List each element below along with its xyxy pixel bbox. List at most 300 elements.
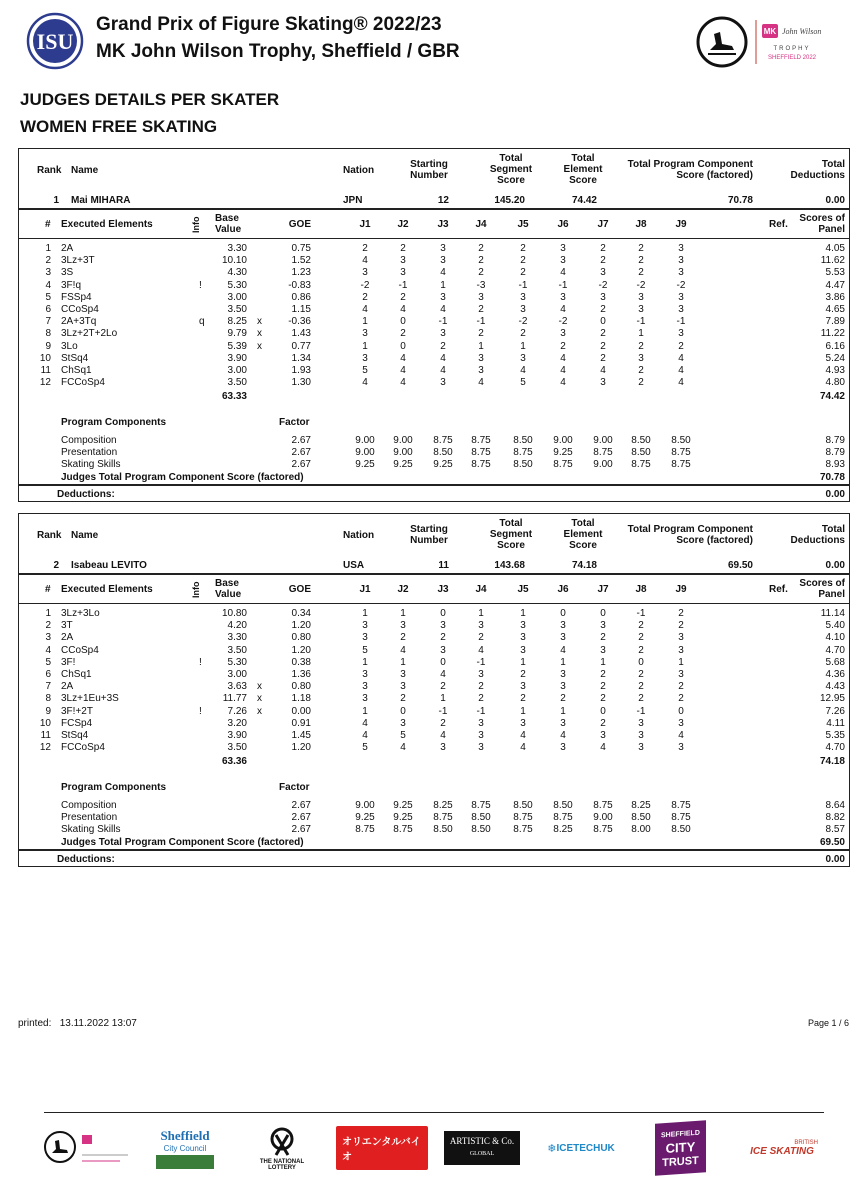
judge-score: 3 (638, 717, 644, 729)
judge-score: 2 (638, 669, 644, 680)
judge-score: 1 (362, 316, 368, 328)
judge-score: 2 (600, 717, 606, 729)
hash-header: # (45, 219, 51, 230)
sponsor-artistic-co: ARTISTIC & Co. GLOBAL (440, 1120, 524, 1176)
judge-score: 2 (478, 681, 484, 693)
judge-score: -1 (476, 705, 486, 717)
panel-score: 4.80 (825, 377, 845, 389)
element-number: 12 (39, 377, 51, 389)
judge-component-score: 8.25 (631, 800, 651, 811)
component-name: Composition (61, 435, 117, 446)
judge-score: -2 (598, 279, 608, 291)
total-header: Total (821, 159, 845, 170)
element-code: 3Lz+2T+2Lo (61, 328, 118, 340)
judge-component-score: 8.50 (631, 447, 651, 459)
judge-score: 1 (520, 340, 526, 352)
judge-score: 1 (520, 608, 526, 619)
goe-value: 1.15 (291, 304, 311, 315)
goe-value: 0.75 (291, 243, 311, 254)
judge-score: 3 (600, 377, 606, 389)
judge-score: 0 (600, 705, 606, 717)
deductions-label: Deductions: (57, 489, 115, 500)
judge-score: 3 (560, 717, 566, 729)
goe-value: 1.30 (291, 377, 311, 389)
judge-score: 4 (560, 644, 566, 656)
judge-component-score: 8.50 (433, 447, 453, 459)
judge-score: 3 (520, 632, 526, 644)
element-code: StSq4 (61, 730, 89, 741)
judge-score: 3 (440, 377, 446, 389)
total-pcs: 69.50 (727, 560, 753, 571)
judge-component-score: 8.50 (671, 824, 691, 836)
goe-value: 0.34 (291, 608, 311, 619)
program-components-header: Program Components (61, 417, 167, 428)
total-segment-score: 145.20 (494, 195, 525, 206)
component-name: Skating Skills (61, 824, 121, 836)
judge-score: 0 (600, 608, 606, 619)
judge-header: J2 (397, 219, 409, 230)
base-value: 3.90 (227, 730, 247, 741)
judge-score: 4 (678, 730, 684, 741)
judge-score: 3 (560, 681, 566, 693)
skater-rank: 1 (53, 195, 59, 206)
info-header: Info (191, 581, 201, 598)
total-pcs: 70.78 (727, 195, 753, 206)
scores-of-header: Scores of (799, 213, 845, 224)
rule (19, 484, 849, 486)
svg-text:John Wilson: John Wilson (782, 27, 822, 36)
element-code: ChSq1 (61, 669, 92, 680)
element-number: 11 (40, 365, 51, 376)
judge-header: J8 (635, 219, 647, 230)
nation-header: Nation (343, 530, 375, 541)
panel-score: 11.22 (820, 328, 845, 340)
judge-component-score: 9.25 (393, 812, 413, 824)
total-deductions: 0.00 (825, 195, 845, 206)
judge-score: 2 (678, 693, 684, 705)
deductions-label: Deductions: (57, 854, 115, 865)
total-header: Total (571, 518, 595, 529)
judge-score: -2 (676, 279, 686, 291)
judge-score: 2 (638, 693, 644, 705)
judge-score: 3 (478, 291, 484, 303)
pc-total: 70.78 (819, 472, 845, 483)
judge-score: 2 (520, 669, 526, 680)
judge-header: J1 (359, 584, 371, 595)
ref-header: Ref. (769, 584, 788, 595)
base-value: 3.50 (227, 742, 247, 754)
goe-value: 0.86 (291, 291, 311, 303)
printed-stamp: printed: 13.11.2022 13:07 (18, 1018, 137, 1029)
judge-score: 4 (560, 304, 566, 315)
judge-score: 3 (400, 620, 406, 632)
element-code: StSq4 (61, 352, 89, 364)
judge-score: 4 (478, 644, 484, 656)
component-score: 8.93 (825, 459, 845, 471)
element-info: ! (199, 279, 202, 291)
segment-header: Segment (489, 164, 533, 175)
goe-value: 0.80 (291, 681, 311, 693)
judge-component-score: 9.00 (355, 447, 375, 459)
judge-score: 4 (400, 742, 406, 754)
judge-score: -1 (438, 705, 448, 717)
panel-score: 3.86 (825, 291, 845, 303)
judge-header: J1 (359, 219, 371, 230)
judge-score: 3 (520, 304, 526, 315)
component-name: Presentation (61, 447, 118, 459)
judge-component-score: 8.75 (471, 459, 491, 471)
judge-score: 3 (400, 669, 406, 680)
component-factor: 2.67 (291, 447, 311, 459)
judge-score: 2 (400, 328, 406, 340)
judge-score: 1 (678, 656, 684, 668)
element-code: FCCoSp4 (61, 742, 105, 754)
value-header: Value (215, 224, 242, 235)
judge-score: 2 (362, 243, 368, 254)
judge-score: 1 (362, 340, 368, 352)
judge-score: 4 (560, 352, 566, 364)
element-code: 3Lz+3T (61, 255, 95, 267)
judge-score: 3 (638, 352, 644, 364)
svg-text:MK: MK (763, 27, 777, 36)
bonus-marker: x (257, 316, 262, 328)
element-number: 10 (39, 717, 51, 729)
judge-score: 2 (600, 632, 606, 644)
judge-score: 3 (560, 620, 566, 632)
judge-component-score: 8.50 (513, 435, 533, 446)
element-number: 8 (45, 328, 51, 340)
judge-score: 4 (678, 365, 684, 376)
number-header: Number (410, 170, 448, 181)
score-header: Score (497, 175, 525, 186)
judge-score: 3 (678, 717, 684, 729)
goe-value: 0.77 (291, 340, 311, 352)
sponsor-british-ice-skating: BRITISH ICE SKATING (750, 1139, 818, 1157)
judge-score: 3 (400, 255, 406, 267)
judge-score: 0 (678, 705, 684, 717)
judges-total-label: Judges Total Program Component Score (factored) (61, 837, 304, 848)
judge-score: 4 (400, 365, 406, 376)
skater-rank: 2 (53, 560, 59, 571)
judge-score: 3 (600, 267, 606, 279)
judge-score: 1 (478, 608, 484, 619)
judge-score: -1 (518, 279, 528, 291)
base-value: 4.20 (227, 620, 247, 632)
judge-header: J8 (635, 584, 647, 595)
svg-text:TROPHY: TROPHY (773, 46, 811, 52)
judge-score: -2 (518, 316, 528, 328)
element-info: q (199, 316, 205, 328)
starting-header: Starting (410, 524, 448, 535)
base-value: 3.50 (227, 304, 247, 315)
judge-score: 2 (600, 328, 606, 340)
element-number: 2 (45, 620, 51, 632)
element-number: 1 (45, 608, 51, 619)
element-info: ! (199, 705, 202, 717)
judge-score: 3 (520, 681, 526, 693)
rule (19, 573, 849, 575)
element-code: FCCoSp4 (61, 377, 105, 389)
panel-score: 5.24 (825, 352, 845, 364)
svg-text:ISU: ISU (36, 29, 74, 54)
judge-score: 2 (400, 243, 406, 254)
hash-header: # (45, 584, 51, 595)
judge-component-score: 9.25 (393, 800, 413, 811)
judge-score: 4 (678, 377, 684, 389)
base-value: 5.30 (227, 279, 247, 291)
judge-score: 3 (638, 291, 644, 303)
panel-header: Panel (818, 224, 845, 235)
judge-header: J4 (475, 219, 487, 230)
element-code: 3Lz+1Eu+3S (61, 693, 119, 705)
judge-score: 3 (400, 267, 406, 279)
element-code: CCoSp4 (61, 644, 99, 656)
factor-header: Factor (279, 782, 310, 793)
judge-score: 2 (478, 243, 484, 254)
tpc-header-2: Score (factored) (676, 535, 753, 546)
judge-component-score: 8.75 (671, 800, 691, 811)
element-number: 6 (45, 304, 51, 315)
element-code: 3F! (61, 656, 76, 668)
component-name: Presentation (61, 812, 118, 824)
judge-component-score: 9.00 (553, 435, 573, 446)
panel-score: 4.70 (825, 644, 845, 656)
judge-score: 3 (440, 243, 446, 254)
judge-score: 2 (478, 328, 484, 340)
judge-component-score: 8.75 (513, 812, 533, 824)
judge-score: 2 (638, 620, 644, 632)
bonus-marker: x (257, 681, 262, 693)
judge-score: 2 (478, 304, 484, 315)
judge-component-score: 8.75 (471, 435, 491, 446)
deductions-total: 0.00 (825, 489, 845, 500)
judge-score: 4 (440, 304, 446, 315)
base-value: 10.10 (221, 255, 247, 267)
judge-score: -1 (636, 608, 646, 619)
bonus-marker: x (257, 705, 262, 717)
judge-score: 3 (362, 693, 368, 705)
judge-score: 1 (638, 328, 644, 340)
judge-score: 3 (478, 365, 484, 376)
judge-score: 4 (440, 267, 446, 279)
component-name: Skating Skills (61, 459, 121, 471)
rule (19, 603, 849, 604)
judge-score: 1 (520, 656, 526, 668)
judge-score: 3 (520, 644, 526, 656)
base-value: 3.00 (227, 291, 247, 303)
judge-score: 4 (400, 304, 406, 315)
judge-score: 3 (678, 644, 684, 656)
deductions-header: Deductions (790, 535, 845, 546)
panel-score: 7.26 (825, 705, 845, 717)
judge-score: 1 (362, 656, 368, 668)
element-number: 6 (45, 669, 51, 680)
goe-value: 1.36 (291, 669, 311, 680)
judge-score: 3 (478, 717, 484, 729)
judge-component-score: 8.75 (593, 824, 613, 836)
judge-score: 5 (362, 365, 368, 376)
judge-score: 4 (362, 717, 368, 729)
element-code: 3T (61, 620, 73, 632)
judge-score: 0 (440, 656, 446, 668)
event-title: Grand Prix of Figure Skating® 2022/23 (96, 14, 442, 35)
panel-score: 5.68 (825, 656, 845, 668)
panel-score: 4.10 (825, 632, 845, 644)
svg-text:SHEFFIELD 2022: SHEFFIELD 2022 (767, 55, 817, 61)
judge-score: 3 (560, 255, 566, 267)
judge-component-score: 8.50 (631, 812, 651, 824)
element-number: 7 (45, 316, 51, 328)
judge-score: 3 (520, 717, 526, 729)
element-code: ChSq1 (61, 365, 92, 376)
total-header: Total (571, 153, 595, 164)
judge-component-score: 8.75 (433, 435, 453, 446)
judge-score: 4 (440, 730, 446, 741)
panel-score: 7.89 (825, 316, 845, 328)
judge-score: -2 (558, 316, 568, 328)
judge-score: 2 (478, 267, 484, 279)
judge-score: 3 (678, 291, 684, 303)
goe-value: 1.20 (291, 644, 311, 656)
element-header: Element (563, 164, 603, 175)
judge-score: 2 (600, 255, 606, 267)
base-value: 11.77 (222, 693, 247, 705)
value-header: Value (215, 589, 242, 600)
executed-elements-header: Executed Elements (61, 584, 153, 595)
judge-component-score: 9.25 (355, 812, 375, 824)
total-header: Total (499, 153, 523, 164)
sponsor-oriental-bio: オリエンタルバイオ (336, 1120, 428, 1176)
tpc-header: Total Program Component (627, 159, 753, 170)
element-info: ! (199, 656, 202, 668)
judge-score: 5 (520, 377, 526, 389)
judge-score: 0 (638, 656, 644, 668)
judge-score: 3 (638, 730, 644, 741)
component-name: Composition (61, 800, 117, 811)
base-value-total: 63.36 (221, 756, 247, 767)
panel-score: 4.36 (825, 669, 845, 680)
sponsor-national-lottery: THE NATIONAL LOTTERY (252, 1120, 312, 1176)
judge-score: 3 (362, 267, 368, 279)
component-score: 8.57 (825, 824, 845, 836)
judge-score: 4 (362, 304, 368, 315)
goe-value: 0.80 (291, 632, 311, 644)
goe-value: 1.20 (291, 620, 311, 632)
judge-score: -2 (636, 279, 646, 291)
judge-score: 2 (638, 243, 644, 254)
event-subtitle: MK John Wilson Trophy, Sheffield / GBR (96, 41, 460, 62)
judge-score: 2 (678, 340, 684, 352)
judge-score: 3 (560, 632, 566, 644)
judge-score: 3 (678, 267, 684, 279)
panel-header: Panel (818, 589, 845, 600)
judge-score: 2 (478, 255, 484, 267)
goe-value: 1.34 (291, 352, 311, 364)
base-header: Base (215, 213, 239, 224)
judge-header: J6 (557, 584, 569, 595)
judge-score: 1 (440, 693, 446, 705)
judge-score: 4 (362, 730, 368, 741)
ref-header: Ref. (769, 219, 788, 230)
judge-score: 3 (600, 644, 606, 656)
judge-component-score: 8.75 (471, 800, 491, 811)
base-header: Base (215, 578, 239, 589)
judge-score: 3 (362, 620, 368, 632)
sponsor-sheffield-city-trust: SHEFFIELD CITY TRUST (640, 1120, 720, 1176)
goe-value: 0.00 (291, 705, 311, 717)
judge-score: -1 (476, 656, 486, 668)
goe-value: 1.93 (291, 365, 311, 376)
judges-total-label: Judges Total Program Component Score (factored) (61, 472, 304, 483)
deductions-header: Deductions (790, 170, 845, 181)
judge-component-score: 8.50 (513, 800, 533, 811)
judge-score: 2 (600, 304, 606, 315)
judge-score: 2 (478, 693, 484, 705)
judge-score: 2 (400, 291, 406, 303)
starting-number: 11 (438, 560, 449, 571)
goe-value: 1.43 (291, 328, 311, 340)
footer-divider (44, 1112, 824, 1113)
starting-number: 12 (437, 195, 449, 206)
section-title: JUDGES DETAILS PER SKATER (20, 90, 280, 109)
judge-score: 1 (440, 279, 446, 291)
judge-score: 5 (362, 742, 368, 754)
panel-score: 4.93 (825, 365, 845, 376)
judge-score: 1 (478, 340, 484, 352)
judge-component-score: 8.50 (671, 435, 691, 446)
judge-component-score: 8.50 (553, 800, 573, 811)
total-segment-score: 143.68 (494, 560, 525, 571)
goe-header: GOE (288, 584, 311, 595)
component-factor: 2.67 (291, 800, 311, 811)
judge-score: 2 (400, 693, 406, 705)
judge-score: 2 (440, 681, 446, 693)
judge-score: 1 (600, 656, 606, 668)
judge-score: 3 (638, 304, 644, 315)
judge-score: 5 (362, 644, 368, 656)
judge-score: 2 (560, 340, 566, 352)
judge-component-score: 8.50 (471, 812, 491, 824)
judge-component-score: 8.75 (471, 447, 491, 459)
element-number: 8 (45, 693, 51, 705)
judge-component-score: 8.75 (593, 800, 613, 811)
info-header: Info (191, 216, 201, 233)
judge-score: -1 (398, 279, 408, 291)
judge-score: 2 (478, 632, 484, 644)
judge-score: 2 (638, 681, 644, 693)
score-header: Score (569, 175, 597, 186)
judge-score: 4 (560, 377, 566, 389)
bonus-marker: x (257, 340, 262, 352)
element-number: 5 (45, 291, 51, 303)
judge-score: 3 (520, 620, 526, 632)
skater-name: Mai MIHARA (71, 195, 131, 206)
judge-score: 3 (362, 669, 368, 680)
judge-score: -1 (636, 316, 646, 328)
panel-score: 12.95 (819, 693, 845, 705)
judge-component-score: 9.00 (393, 447, 413, 459)
judge-header: J3 (437, 584, 449, 595)
component-factor: 2.67 (291, 812, 311, 824)
judge-component-score: 9.00 (593, 435, 613, 446)
goe-value: 1.20 (291, 742, 311, 754)
judge-header: J9 (675, 219, 687, 230)
scores-of-header: Scores of (799, 578, 845, 589)
element-number: 10 (39, 352, 51, 364)
judge-score: 2 (440, 632, 446, 644)
judge-component-score: 9.25 (393, 459, 413, 471)
judge-score: 4 (400, 377, 406, 389)
